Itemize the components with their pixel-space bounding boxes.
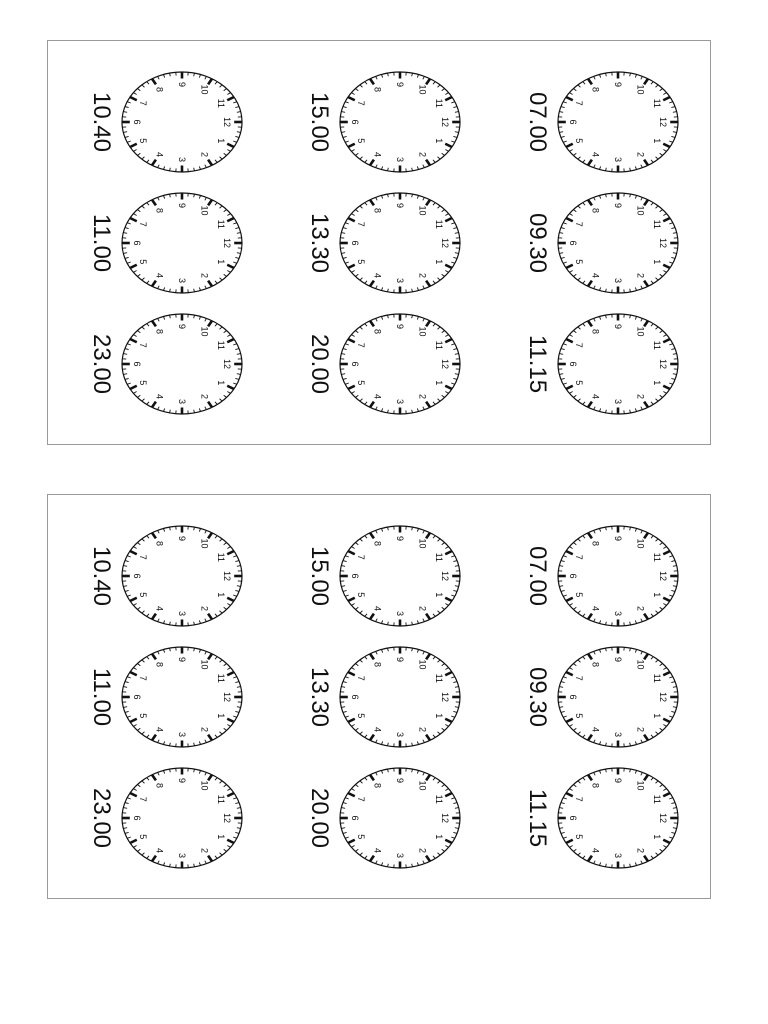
clock-numeral-3: 3	[395, 610, 405, 617]
time-label: 07.00	[524, 545, 551, 607]
clock-numeral-5: 5	[574, 592, 585, 598]
clock-numeral-9: 9	[177, 777, 187, 784]
clock-exercise	[286, 61, 502, 183]
clock-numeral-8: 8	[372, 662, 383, 668]
clock-numeral-3: 3	[177, 610, 187, 617]
clock-numeral-3: 3	[395, 731, 405, 738]
clock-numeral-8: 8	[154, 208, 165, 214]
time-label: 11.15	[524, 788, 551, 848]
clock-numeral-12: 12	[222, 812, 232, 824]
clock-numeral-9: 9	[613, 323, 623, 330]
clock-numeral-8: 8	[154, 87, 165, 93]
time-label: 20.00	[306, 787, 333, 849]
blank-clock-face[interactable]	[556, 524, 680, 628]
blank-clock-face[interactable]	[556, 312, 680, 416]
clock-numeral-3: 3	[613, 610, 623, 617]
clock-exercise	[68, 61, 284, 183]
clock-numeral-5: 5	[356, 380, 367, 386]
clock-face-svg	[120, 312, 244, 416]
clock-numeral-3: 3	[177, 156, 187, 163]
clock-numeral-10: 10	[635, 780, 646, 791]
clock-numeral-10: 10	[199, 659, 210, 670]
clock-numeral-5: 5	[356, 592, 367, 598]
clock-numeral-7: 7	[138, 342, 149, 348]
clock-exercise	[68, 636, 284, 758]
clock-numeral-3: 3	[613, 731, 623, 738]
clock-numeral-8: 8	[154, 783, 165, 789]
clock-exercise	[286, 303, 502, 425]
clock-numeral-12: 12	[658, 691, 668, 703]
clock-numeral-6: 6	[132, 815, 142, 821]
clock-numeral-10: 10	[635, 659, 646, 670]
clock-numeral-1: 1	[215, 259, 226, 265]
clock-numeral-7: 7	[138, 221, 149, 227]
clock-numeral-1: 1	[433, 834, 444, 840]
clock-numeral-6: 6	[350, 815, 360, 821]
clock-numeral-11: 11	[433, 794, 444, 804]
clock-numeral-6: 6	[568, 573, 578, 579]
clock-numeral-8: 8	[154, 329, 165, 335]
clock-numeral-6: 6	[568, 694, 578, 700]
blank-clock-face[interactable]	[120, 312, 244, 416]
clock-numeral-11: 11	[651, 219, 662, 229]
clock-numeral-5: 5	[356, 138, 367, 144]
time-label: 09.30	[524, 666, 551, 728]
clock-numeral-10: 10	[417, 659, 428, 670]
clock-numeral-6: 6	[132, 694, 142, 700]
clock-numeral-5: 5	[574, 259, 585, 265]
clock-numeral-1: 1	[651, 259, 662, 265]
clock-numeral-11: 11	[215, 794, 226, 804]
clock-numeral-2: 2	[635, 151, 646, 157]
clock-numeral-5: 5	[138, 834, 149, 840]
clock-numeral-12: 12	[440, 691, 450, 703]
clock-numeral-4: 4	[372, 605, 383, 611]
clock-numeral-8: 8	[154, 541, 165, 547]
clock-face-svg	[556, 766, 680, 870]
clock-numeral-11: 11	[651, 340, 662, 350]
clock-numeral-4: 4	[154, 393, 165, 399]
clock-exercise	[504, 303, 720, 425]
clock-numeral-12: 12	[222, 691, 232, 703]
clock-numeral-10: 10	[417, 780, 428, 791]
clock-numeral-10: 10	[635, 326, 646, 337]
blank-clock-face[interactable]	[338, 766, 462, 870]
clock-numeral-7: 7	[574, 342, 585, 348]
clock-numeral-2: 2	[635, 726, 646, 732]
clock-numeral-3: 3	[395, 277, 405, 284]
clock-numeral-11: 11	[651, 552, 662, 562]
clock-numeral-7: 7	[356, 100, 367, 106]
clock-numeral-1: 1	[433, 259, 444, 265]
clock-numeral-5: 5	[138, 713, 149, 719]
clock-numeral-12: 12	[658, 116, 668, 128]
clock-numeral-2: 2	[199, 726, 210, 732]
clock-numeral-3: 3	[177, 852, 187, 859]
clock-numeral-2: 2	[199, 605, 210, 611]
clock-numeral-10: 10	[199, 205, 210, 216]
clock-exercise	[286, 757, 502, 879]
clock-numeral-8: 8	[154, 662, 165, 668]
clock-numeral-8: 8	[590, 541, 601, 547]
clock-exercise	[504, 515, 720, 637]
clock-face-svg	[120, 524, 244, 628]
clock-numeral-2: 2	[199, 847, 210, 853]
clock-numeral-1: 1	[433, 380, 444, 386]
clock-numeral-11: 11	[433, 552, 444, 562]
clock-numeral-1: 1	[651, 138, 662, 144]
clock-numeral-3: 3	[395, 398, 405, 405]
clock-numeral-7: 7	[574, 554, 585, 560]
clock-face-svg	[556, 70, 680, 174]
clock-numeral-4: 4	[154, 151, 165, 157]
clock-numeral-10: 10	[635, 538, 646, 549]
clock-numeral-9: 9	[613, 656, 623, 663]
clock-numeral-10: 10	[635, 84, 646, 95]
clock-numeral-9: 9	[613, 202, 623, 209]
clock-numeral-1: 1	[651, 592, 662, 598]
clock-numeral-12: 12	[222, 570, 232, 582]
clock-numeral-2: 2	[417, 151, 428, 157]
blank-clock-face[interactable]	[120, 524, 244, 628]
clock-numeral-1: 1	[433, 713, 444, 719]
time-label: 07.00	[524, 91, 551, 153]
clock-numeral-6: 6	[350, 240, 360, 246]
clock-numeral-11: 11	[651, 98, 662, 108]
clock-numeral-1: 1	[433, 138, 444, 144]
time-label: 09.30	[524, 212, 551, 274]
time-label: 23.00	[88, 787, 115, 849]
time-label: 11.00	[88, 213, 115, 273]
clock-face-svg	[556, 524, 680, 628]
time-label: 10.40	[88, 545, 115, 607]
clock-numeral-4: 4	[590, 726, 601, 732]
time-label: 20.00	[306, 333, 333, 395]
clock-numeral-1: 1	[651, 834, 662, 840]
clock-exercise	[504, 182, 720, 304]
clock-exercise	[286, 182, 502, 304]
clock-numeral-5: 5	[356, 834, 367, 840]
clock-numeral-9: 9	[613, 81, 623, 88]
clock-numeral-6: 6	[132, 573, 142, 579]
clock-numeral-4: 4	[154, 272, 165, 278]
blank-clock-face[interactable]	[120, 70, 244, 174]
blank-clock-face[interactable]	[556, 191, 680, 295]
clock-numeral-8: 8	[372, 541, 383, 547]
blank-clock-face[interactable]	[556, 766, 680, 870]
clock-numeral-9: 9	[177, 535, 187, 542]
clock-numeral-4: 4	[590, 847, 601, 853]
clock-numeral-5: 5	[574, 138, 585, 144]
time-label: 13.30	[306, 212, 333, 274]
clock-numeral-7: 7	[574, 100, 585, 106]
clock-numeral-1: 1	[433, 592, 444, 598]
time-label: 10.40	[88, 91, 115, 153]
blank-clock-face[interactable]	[120, 645, 244, 749]
clock-numeral-4: 4	[372, 726, 383, 732]
clock-numeral-8: 8	[590, 208, 601, 214]
clock-numeral-8: 8	[372, 87, 383, 93]
clock-exercise	[286, 636, 502, 758]
clock-numeral-11: 11	[433, 340, 444, 350]
clock-numeral-2: 2	[199, 151, 210, 157]
clock-numeral-4: 4	[590, 272, 601, 278]
clock-face-svg	[120, 191, 244, 295]
clock-face-svg	[556, 312, 680, 416]
clock-numeral-8: 8	[590, 662, 601, 668]
clock-numeral-11: 11	[651, 673, 662, 683]
clock-numeral-12: 12	[440, 358, 450, 370]
clock-numeral-4: 4	[154, 726, 165, 732]
clock-numeral-11: 11	[215, 219, 226, 229]
clock-numeral-4: 4	[372, 151, 383, 157]
clock-numeral-10: 10	[199, 538, 210, 549]
clock-numeral-1: 1	[215, 138, 226, 144]
clock-numeral-9: 9	[613, 777, 623, 784]
worksheet-card-2	[47, 494, 711, 899]
clock-numeral-12: 12	[658, 237, 668, 249]
blank-clock-face[interactable]	[556, 645, 680, 749]
clock-numeral-10: 10	[417, 326, 428, 337]
clock-exercise	[68, 303, 284, 425]
clock-numeral-12: 12	[440, 570, 450, 582]
clock-numeral-3: 3	[177, 731, 187, 738]
clock-numeral-3: 3	[613, 156, 623, 163]
clock-numeral-2: 2	[417, 393, 428, 399]
clock-face-svg	[556, 645, 680, 749]
clock-face-svg	[338, 524, 462, 628]
clock-numeral-8: 8	[372, 329, 383, 335]
clock-numeral-8: 8	[372, 783, 383, 789]
clock-numeral-8: 8	[590, 783, 601, 789]
clock-numeral-5: 5	[138, 138, 149, 144]
clock-numeral-11: 11	[651, 794, 662, 804]
worksheet-card-1	[47, 40, 711, 445]
clock-numeral-10: 10	[635, 205, 646, 216]
clock-face-svg	[338, 312, 462, 416]
clock-face-svg	[338, 645, 462, 749]
clock-numeral-10: 10	[417, 84, 428, 95]
clock-numeral-3: 3	[613, 852, 623, 859]
clock-numeral-5: 5	[356, 713, 367, 719]
blank-clock-face[interactable]	[338, 645, 462, 749]
clock-numeral-12: 12	[222, 116, 232, 128]
clock-numeral-9: 9	[395, 535, 405, 542]
clock-numeral-5: 5	[138, 259, 149, 265]
clock-numeral-9: 9	[395, 81, 405, 88]
clock-numeral-10: 10	[417, 205, 428, 216]
time-label: 11.00	[88, 667, 115, 727]
clock-numeral-7: 7	[356, 221, 367, 227]
blank-clock-face[interactable]	[120, 191, 244, 295]
clock-exercise	[504, 757, 720, 879]
clock-numeral-5: 5	[356, 259, 367, 265]
clock-numeral-3: 3	[395, 156, 405, 163]
clock-numeral-4: 4	[590, 393, 601, 399]
clock-numeral-1: 1	[215, 592, 226, 598]
clock-numeral-7: 7	[138, 100, 149, 106]
clock-numeral-7: 7	[356, 342, 367, 348]
clock-numeral-6: 6	[568, 240, 578, 246]
clock-numeral-11: 11	[433, 673, 444, 683]
clock-numeral-2: 2	[417, 605, 428, 611]
clock-numeral-7: 7	[138, 796, 149, 802]
clock-numeral-2: 2	[635, 847, 646, 853]
clock-numeral-12: 12	[658, 570, 668, 582]
clock-numeral-2: 2	[417, 272, 428, 278]
clock-numeral-11: 11	[215, 673, 226, 683]
clock-numeral-12: 12	[440, 237, 450, 249]
clock-exercise	[68, 757, 284, 879]
clock-numeral-12: 12	[222, 358, 232, 370]
clock-exercise	[68, 515, 284, 637]
clock-numeral-7: 7	[138, 554, 149, 560]
blank-clock-face[interactable]	[120, 766, 244, 870]
clock-numeral-7: 7	[574, 675, 585, 681]
clock-numeral-6: 6	[568, 119, 578, 125]
blank-clock-face[interactable]	[556, 70, 680, 174]
clock-face-svg	[338, 191, 462, 295]
time-label: 15.00	[306, 545, 333, 607]
clock-numeral-7: 7	[574, 796, 585, 802]
clock-numeral-1: 1	[215, 380, 226, 386]
clock-numeral-6: 6	[568, 815, 578, 821]
clock-face-svg	[338, 766, 462, 870]
clock-numeral-11: 11	[433, 219, 444, 229]
clock-exercise	[286, 515, 502, 637]
clock-numeral-6: 6	[350, 573, 360, 579]
clock-numeral-7: 7	[356, 796, 367, 802]
clock-numeral-5: 5	[574, 380, 585, 386]
blank-clock-face[interactable]	[338, 312, 462, 416]
clock-numeral-9: 9	[395, 777, 405, 784]
clock-numeral-5: 5	[138, 380, 149, 386]
clock-numeral-12: 12	[658, 358, 668, 370]
clock-numeral-10: 10	[199, 84, 210, 95]
clock-numeral-8: 8	[590, 329, 601, 335]
clock-numeral-9: 9	[613, 535, 623, 542]
blank-clock-face[interactable]	[338, 524, 462, 628]
clock-numeral-4: 4	[372, 393, 383, 399]
clock-numeral-3: 3	[177, 277, 187, 284]
clock-numeral-1: 1	[651, 380, 662, 386]
clock-numeral-9: 9	[177, 656, 187, 663]
time-label: 13.30	[306, 666, 333, 728]
clock-numeral-3: 3	[395, 852, 405, 859]
clock-exercise	[504, 61, 720, 183]
clock-face-svg	[120, 70, 244, 174]
clock-numeral-9: 9	[177, 202, 187, 209]
clock-numeral-10: 10	[199, 326, 210, 337]
clock-numeral-11: 11	[215, 98, 226, 108]
clock-numeral-7: 7	[574, 221, 585, 227]
clock-numeral-6: 6	[350, 361, 360, 367]
clock-numeral-6: 6	[132, 240, 142, 246]
clock-numeral-4: 4	[372, 847, 383, 853]
clock-exercise	[68, 182, 284, 304]
clock-numeral-6: 6	[350, 119, 360, 125]
clock-numeral-4: 4	[154, 605, 165, 611]
clock-exercise	[504, 636, 720, 758]
clock-numeral-11: 11	[215, 340, 226, 350]
clock-numeral-12: 12	[440, 812, 450, 824]
clock-numeral-6: 6	[132, 361, 142, 367]
clock-numeral-5: 5	[574, 834, 585, 840]
clock-numeral-6: 6	[132, 119, 142, 125]
clock-face-svg	[120, 766, 244, 870]
clock-numeral-2: 2	[199, 393, 210, 399]
clock-numeral-12: 12	[440, 116, 450, 128]
clock-numeral-12: 12	[658, 812, 668, 824]
clock-numeral-8: 8	[590, 87, 601, 93]
clock-numeral-6: 6	[568, 361, 578, 367]
clock-numeral-3: 3	[613, 398, 623, 405]
clock-face-svg	[556, 191, 680, 295]
clock-numeral-2: 2	[417, 726, 428, 732]
blank-clock-face[interactable]	[338, 191, 462, 295]
clock-numeral-2: 2	[635, 393, 646, 399]
clock-numeral-6: 6	[350, 694, 360, 700]
clock-numeral-4: 4	[590, 151, 601, 157]
clock-numeral-9: 9	[395, 323, 405, 330]
clock-numeral-4: 4	[590, 605, 601, 611]
clock-numeral-10: 10	[199, 780, 210, 791]
clock-numeral-7: 7	[356, 675, 367, 681]
clock-numeral-3: 3	[613, 277, 623, 284]
blank-clock-face[interactable]	[338, 70, 462, 174]
time-label: 15.00	[306, 91, 333, 153]
clock-face-svg	[338, 70, 462, 174]
clock-numeral-9: 9	[395, 656, 405, 663]
clock-numeral-9: 9	[395, 202, 405, 209]
clock-numeral-11: 11	[215, 552, 226, 562]
clock-numeral-2: 2	[635, 272, 646, 278]
clock-numeral-12: 12	[222, 237, 232, 249]
clock-numeral-5: 5	[574, 713, 585, 719]
clock-numeral-7: 7	[356, 554, 367, 560]
clock-numeral-2: 2	[635, 605, 646, 611]
clock-numeral-10: 10	[417, 538, 428, 549]
clock-numeral-1: 1	[215, 834, 226, 840]
clock-numeral-4: 4	[372, 272, 383, 278]
clock-numeral-2: 2	[417, 847, 428, 853]
clock-numeral-1: 1	[215, 713, 226, 719]
clock-numeral-3: 3	[177, 398, 187, 405]
clock-numeral-5: 5	[138, 592, 149, 598]
time-label: 23.00	[88, 333, 115, 395]
time-label: 11.15	[524, 334, 551, 394]
clock-numeral-2: 2	[199, 272, 210, 278]
clock-numeral-11: 11	[433, 98, 444, 108]
clock-numeral-4: 4	[154, 847, 165, 853]
clock-face-svg	[120, 645, 244, 749]
clock-numeral-1: 1	[651, 713, 662, 719]
clock-numeral-9: 9	[177, 81, 187, 88]
clock-numeral-9: 9	[177, 323, 187, 330]
clock-numeral-8: 8	[372, 208, 383, 214]
clock-numeral-7: 7	[138, 675, 149, 681]
